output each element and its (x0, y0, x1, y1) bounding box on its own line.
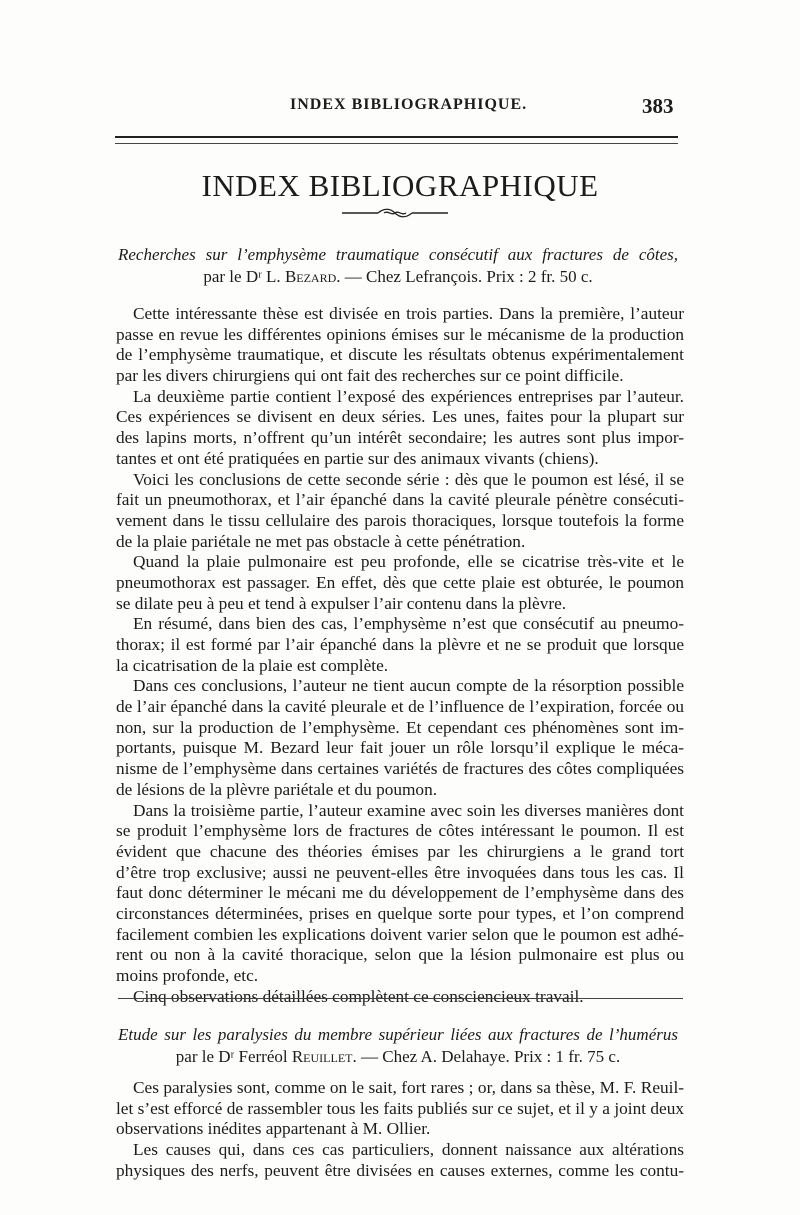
text-line: rent ou non à la cavité thoracique, selon que la lésion pulmonaire est plus ou (116, 945, 684, 965)
text-line: fait un pneumothorax, et l’air épanché dans la cavité pleurale pénètre consécuti- (116, 490, 684, 510)
text-line: La deuxième partie contient l’exposé des expériences entreprises par l’auteur. (133, 386, 684, 406)
entry-separator (118, 998, 683, 999)
text-line: se produit l’emphysème lors de fractures de côtes intéressant le poumon. Il est (116, 821, 684, 841)
text-line: la cicatrisation de la plaie est complète. (116, 655, 389, 675)
text-line: non, sur la production de l’emphysème. Et cependant ces phénomènes sont im- (116, 717, 684, 737)
text-line: Les causes qui, dans ces cas particuliers, donnent naissance aux altérations (133, 1140, 684, 1160)
text-line: moins profonde, etc. (116, 966, 259, 985)
text-line: d’être trop exclusive; aussi ne peuvent-elles être invoquées dans tous les cas. Il (116, 862, 684, 882)
text-line: Voici les conclusions de cette seconde série : dès que le poumon est lésé, il se (133, 469, 684, 489)
entry-1-review (116, 304, 684, 1007)
text-line: évident que chacune des théories émises par les chirurgiens a le grand tort (116, 841, 684, 861)
ornament-divider (340, 207, 450, 219)
entry-1-heading (118, 244, 678, 288)
text-line: portants, puisque M. Bezard leur fait jouer un rôle lorsqu’il explique le méca- (116, 738, 684, 758)
entry-2-title: Etude sur les paralysies du membre supérieur liées aux fractures de l’humérus (118, 1025, 678, 1044)
running-head (0, 96, 800, 126)
text-line: faut donc déterminer le mécani me du développement de l’emphysème dans des (116, 883, 684, 903)
page-number: 383 (642, 94, 674, 118)
text-line: facilement combien les explications doivent varier selon que le poumon est adhé- (116, 924, 684, 944)
text-line: Quand la plaie pulmonaire est peu profonde, elle se cicatrise très-vite et le (133, 552, 684, 572)
text-line: Ces paralysies sont, comme on le sait, fort rares ; or, dans sa thèse, M. F. Reuil- (133, 1078, 684, 1097)
text-line: des lapins morts, n’offrent qu’un intérêt secondaire; les autres sont plus impor- (116, 428, 684, 448)
text-line: observations inédites appartenant à M. Ollier. (116, 1119, 431, 1139)
entry-2-review (116, 1078, 684, 1181)
text-line: physiques des nerfs, peuvent être divisées en causes externes, comme les contu- (116, 1160, 684, 1180)
text-line: par les divers chirurgiens qui ont fait des recherches sur ce point difficile. (116, 366, 624, 386)
entry-2-author: par le Dʳ Ferréol Reuillet. — Chez A. Delahaye. Prix : 1 fr. 75 c. (175, 1047, 621, 1066)
text-line: circonstances déterminées, prises en quelque sorte pour types, et l’on comprend (116, 903, 684, 923)
text-line: Ces expériences se divisent en deux séries. Les unes, faites pour la plupart sur (116, 407, 684, 427)
text-line: En résumé, dans bien des cas, l’emphysème n’est que consécutif au pneumo- (133, 614, 684, 634)
text-line: Dans la troisième partie, l’auteur examine avec soin les diverses manières dont (133, 800, 684, 820)
running-head-title: INDEX BIBLIOGRAPHIQUE. (290, 96, 528, 113)
header-rule (115, 136, 678, 144)
text-line: let s’est efforcé de rassembler tous les faits publiés sur ce sujet, et il y a joint deux (116, 1098, 684, 1118)
text-line: Cinq observations détaillées complètent ce consciencieux travail. (133, 986, 584, 1006)
text-line: Dans ces conclusions, l’auteur ne tient aucun compte de la résorption possible (133, 676, 684, 696)
text-line: de la plaie pariétale ne met pas obstacle à cette pénétration. (116, 531, 526, 551)
entry-2-heading (118, 1024, 678, 1068)
text-line: de lésions de la plèvre pariétale et du poumon. (116, 779, 438, 799)
text-line: tantes et ont été pratiquées en partie sur des animaux vivants (chiens). (116, 448, 599, 468)
text-line: nisme de l’emphysème dans certaines variétés de fractures des côtes compliquées (116, 759, 684, 779)
entry-1-title: Recherches sur l’emphysème traumatique consécutif aux fractures de côtes, (118, 245, 678, 264)
text-line: passe en revue les différentes opinions émises sur le mécanisme de la production (116, 324, 684, 344)
text-line: thorax; il est formé par l’air épanché dans la plèvre et ne se produit que lorsque (116, 635, 684, 654)
page-title: INDEX BIBLIOGRAPHIQUE (201, 168, 599, 203)
text-line: Cette intéressante thèse est divisée en trois parties. Dans la première, l’auteur (133, 304, 684, 323)
text-line: de l’air épanché dans la cavité pleurale et de l’influence de l’expiration, forcée ou (116, 697, 684, 717)
text-line: de l’emphysème traumatique, et discute les résultats obtenus expérimentalement (116, 345, 684, 365)
text-line: pneumothorax est passager. En effet, dès que cette plaie est obturée, le poumon (116, 572, 684, 592)
text-line: vement dans le tissu cellulaire des parois thoraciques, lorsque toutefois la forme (116, 510, 684, 530)
text-line: se dilate peu à peu et tend à expulser l’air contenu dans la plèvre. (116, 593, 567, 613)
entry-1-author: par le Dʳ L. Bezard. — Chez Lefrançois. Prix : 2 fr. 50 c. (203, 267, 593, 286)
